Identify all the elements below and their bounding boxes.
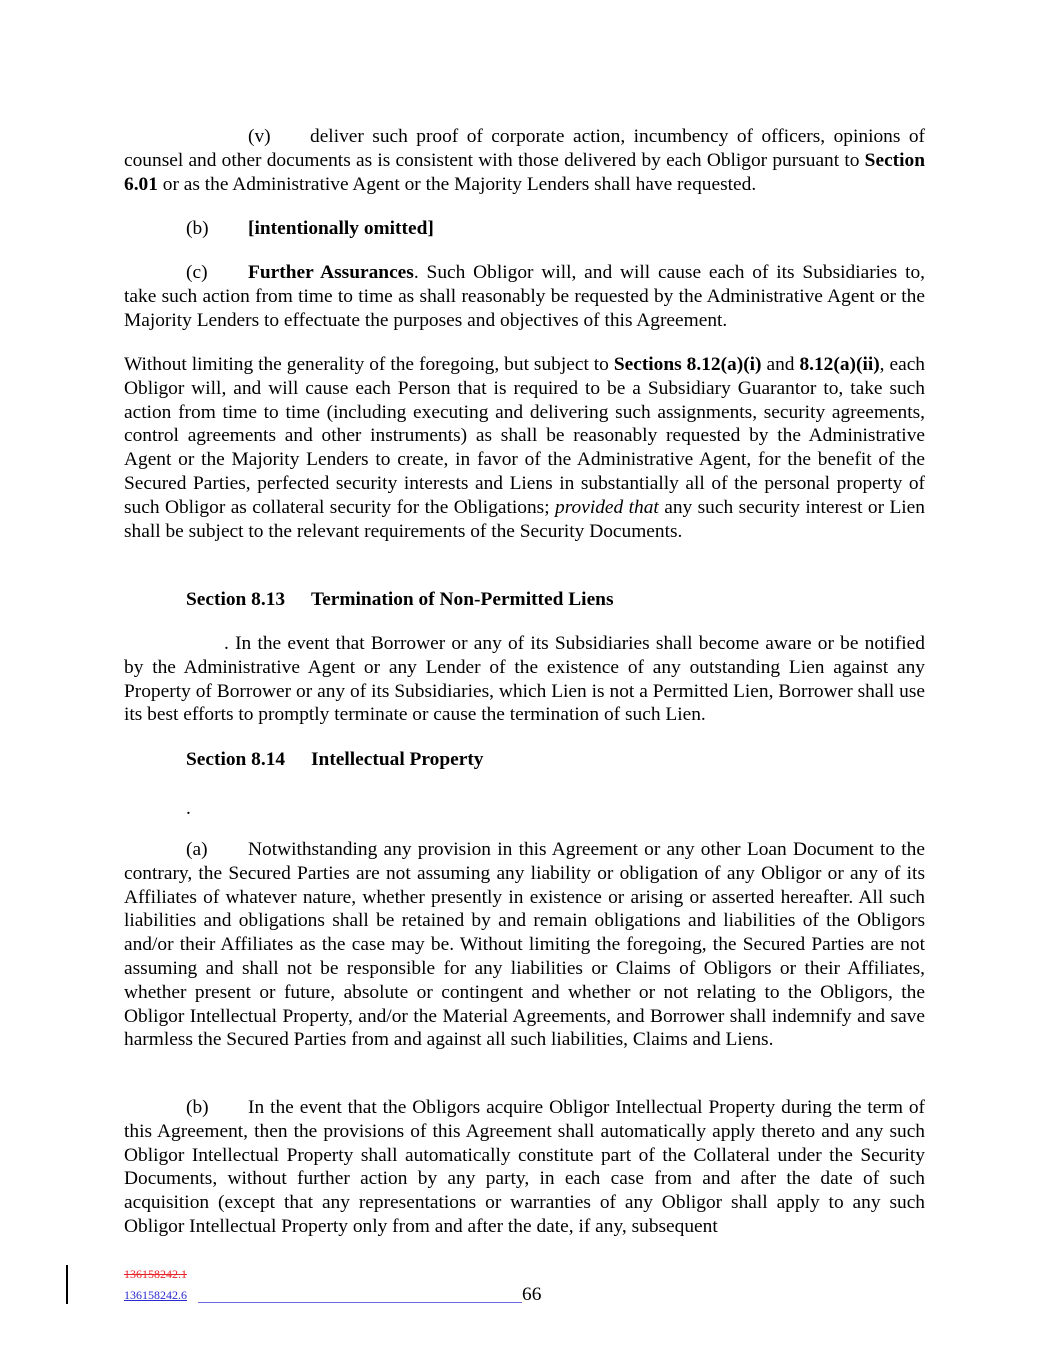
section-number: Section 8.14: [186, 749, 286, 770]
paragraph-label: (b): [186, 218, 209, 239]
paragraph-without-limiting: Without limiting the generality of the foregoing, but subject to Sections 8.12(a)(i) and 8.12(a)(ii), each Obligor will, and will cause each Person that is required to be a Subsidiary Guarantor to, take such action from time to time (including executing and delivering such assignments, security agreements, control agreements and other instruments) as shall be reasonably requested by the Administrative Agent or the Majority Lenders to create, in favor of the Administrative Agent, for the benefit of the Secured Parties, perfected security interests and Liens in substantially all of the personal property of such Obligor as collateral security for the Obligations; provided that any such security interest or Lien shall be subject to the relevant requirements of the Security Documents.: [124, 354, 925, 542]
section-8-13-body: . In the event that Borrower or any of its Subsidiaries shall become aware or be notified by the Administrative Agent or any Lender of the existence of any outstanding Lien against any Property of Borrower or any of its Subsidiaries, which Lien is not a Permitted Lien, Borrower shall use its best efforts to promptly terminate or cause the termination of such Lien.: [124, 633, 925, 726]
section-reference: 8.12(a)(ii): [799, 354, 880, 375]
footer-doc-ref-deleted: 136158242.1: [124, 1267, 187, 1281]
section-title: Termination of Non-Permitted Liens: [311, 589, 614, 610]
paragraph-b-omitted: (b) [intentionally omitted]: [186, 218, 434, 239]
section-8-14-paragraph-b: (b) In the event that the Obligors acquire Obligor Intellectual Property during the term of this Agreement, then the provisions of this Agreement shall automatically apply thereto and any such Obligor Intellectual Property shall automatically constitute part of the Collateral under the Security Documents, without further action by any party, in each case from and after the date of such acquisition (except that any representations or warranties of any Obligor shall apply to any such Obligor Intellectual Property only from and after the date, if any, subsequent: [124, 1097, 925, 1237]
paragraph-c-further-assurances: (c) Further Assurances. Such Obligor will, and will cause each of its Subsidiaries to, take such action from time to time as shall reasonably be requested by the Administrative Agent or the Majority Lenders to effectuate the purposes and objectives of this Agreement.: [124, 262, 925, 331]
paragraph-label: (v): [248, 126, 271, 147]
footer-doc-ref-inserted: 136158242.6: [124, 1288, 187, 1302]
section-reference: Sections 8.12(a)(i): [613, 354, 762, 375]
stray-period: .: [186, 798, 191, 819]
paragraph-label: (b): [186, 1097, 209, 1118]
section-number: Section 8.13: [186, 589, 286, 610]
section-title: Intellectual Property: [311, 749, 484, 770]
revision-change-bar: [66, 1265, 68, 1304]
section-8-13-heading: [186, 588, 614, 612]
section-8-14-heading: [186, 748, 484, 772]
paragraph-label: (a): [186, 839, 208, 860]
section-8-14-paragraph-a: (a) Notwithstanding any provision in this Agreement or any other Loan Document to the contrary, the Secured Parties are not assuming any liability or obligation of any Obligor or any of its Affiliates of whatever nature, whether presently in existence or arising or asserted hereafter. All such liabilities and obligations shall be retained by and remain obligations and liabilities of the Obligors and/or their Affiliates as the case may be. Without limiting the foregoing, the Secured Parties are not assuming and shall not be responsible for any liabilities or Claims of Obligors or their Affiliates, whether present or future, absolute or contingent and whether or not relating to the Obligors, the Obligor Intellectual Property, and/or the Material Agreements, and Borrower shall indemnify and save harmless the Secured Parties from and against all such liabilities, Claims and Liens.: [124, 839, 925, 1051]
paragraph-title: Further Assurances: [248, 262, 414, 283]
page-number: 66: [522, 1284, 542, 1305]
paragraph-label: (c): [186, 262, 208, 283]
paragraph-v: (v) deliver such proof of corporate action, incumbency of officers, opinions of counsel and other documents as is consistent with those delivered by each Obligor pursuant to Section 6.01 or as the Administrative Agent or the Majority Lenders shall have requested.: [124, 126, 925, 195]
section-reference: Section 6.01: [124, 149, 925, 195]
footer-underline: [198, 1302, 522, 1303]
